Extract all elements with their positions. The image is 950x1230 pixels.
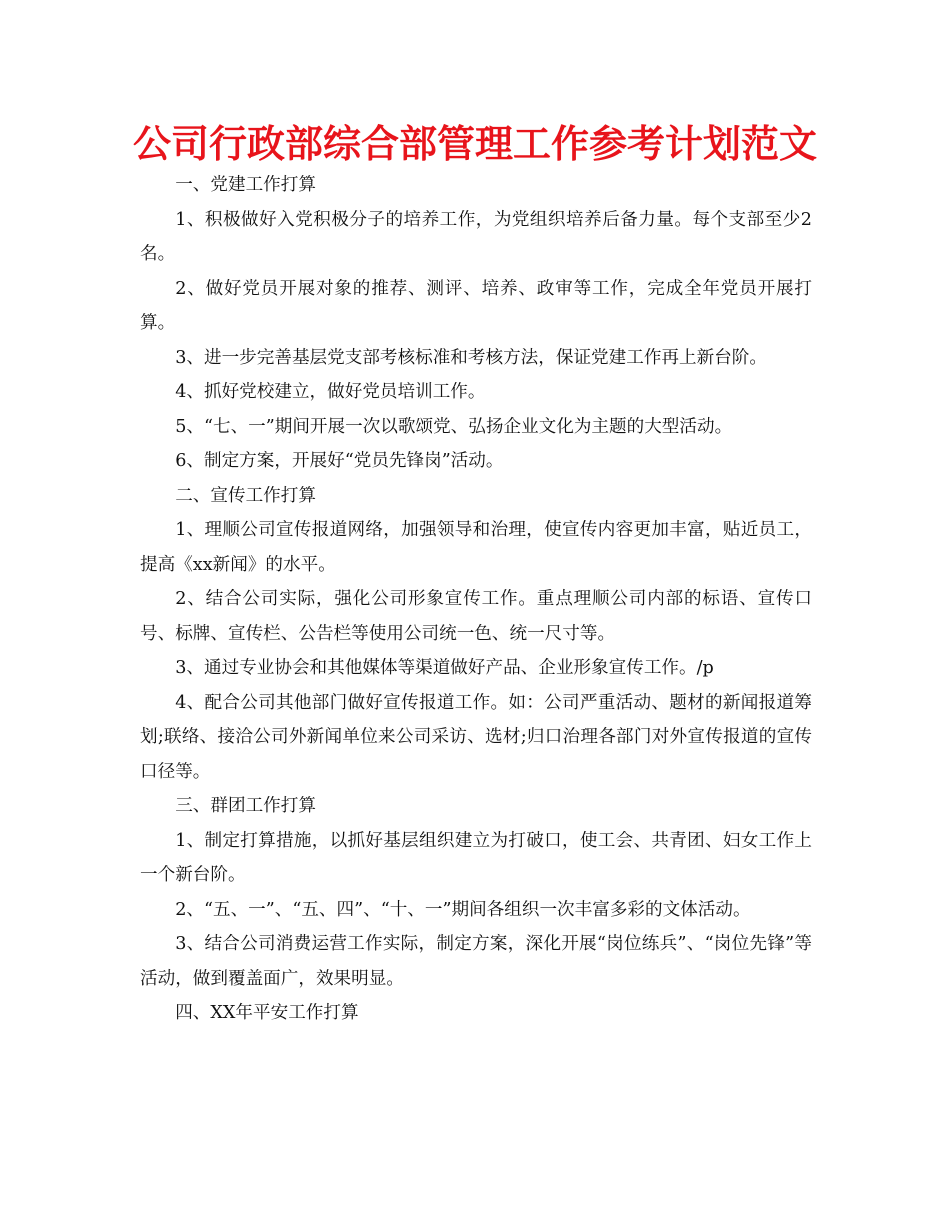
section-heading-safety: 四、XX年平安工作打算 xyxy=(175,1003,359,1023)
paragraph: 3、通过专业协会和其他媒体等渠道做好产品、企业形象宣传工作。/p xyxy=(175,658,714,678)
paragraph: 6、制定方案，开展好“党员先锋岗”活动。 xyxy=(175,451,504,471)
paragraph: 4、配合公司其他部门做好宣传报道工作。如：公司严重活动、题材的新闻报道筹划;联络、接洽公司外新闻单位来公司采访、选材;归口治理各部门对外宣传报道的宣传口径等。 xyxy=(140,692,812,782)
section-heading-party-building: 一、党建工作打算 xyxy=(175,175,316,195)
paragraph: 2、“五、一”、“五、四”、“十、一”期间各组织一次丰富多彩的文体活动。 xyxy=(175,899,751,920)
paragraph: 3、进一步完善基层党支部考核标准和考核方法，保证党建工作再上新台阶。 xyxy=(175,347,767,368)
paragraph: 1、理顺公司宣传报道网络，加强领导和治理，使宣传内容更加丰富，贴近员工，提高《xx新闻》的水平。 xyxy=(140,520,812,575)
paragraph: 1、制定打算措施，以抓好基层组织建立为打破口，使工会、共青团、妇女工作上一个新台阶。 xyxy=(140,830,812,885)
paragraph: 1、积极做好入党积极分子的培养工作，为党组织培养后备力量。每个支部至少2名。 xyxy=(140,209,812,264)
section-heading-mass-organizations: 三、群团工作打算 xyxy=(175,796,316,816)
paragraph: 3、结合公司消费运营工作实际，制定方案，深化开展“岗位练兵”、“岗位先锋”等活动，做到覆盖面广，效果明显。 xyxy=(140,934,812,989)
paragraph: 2、结合公司实际，强化公司形象宣传工作。重点理顺公司内部的标语、宣传口号、标牌、宣传栏、公告栏等使用公司统一色、统一尺寸等。 xyxy=(140,589,812,644)
paragraph: 5、“七、一”期间开展一次以歌颂党、弘扬企业文化为主题的大型活动。 xyxy=(175,416,733,437)
section-heading-publicity: 二、宣传工作打算 xyxy=(175,485,316,506)
document-title: 公司行政部综合部管理工作参考计划范文 xyxy=(132,122,817,166)
document-body xyxy=(140,168,812,1031)
paragraph: 4、抓好党校建立，做好党员培训工作。 xyxy=(175,382,486,402)
paragraph: 2、做好党员开展对象的推荐、测评、培养、政审等工作，完成全年党员开展打算。 xyxy=(140,278,812,333)
